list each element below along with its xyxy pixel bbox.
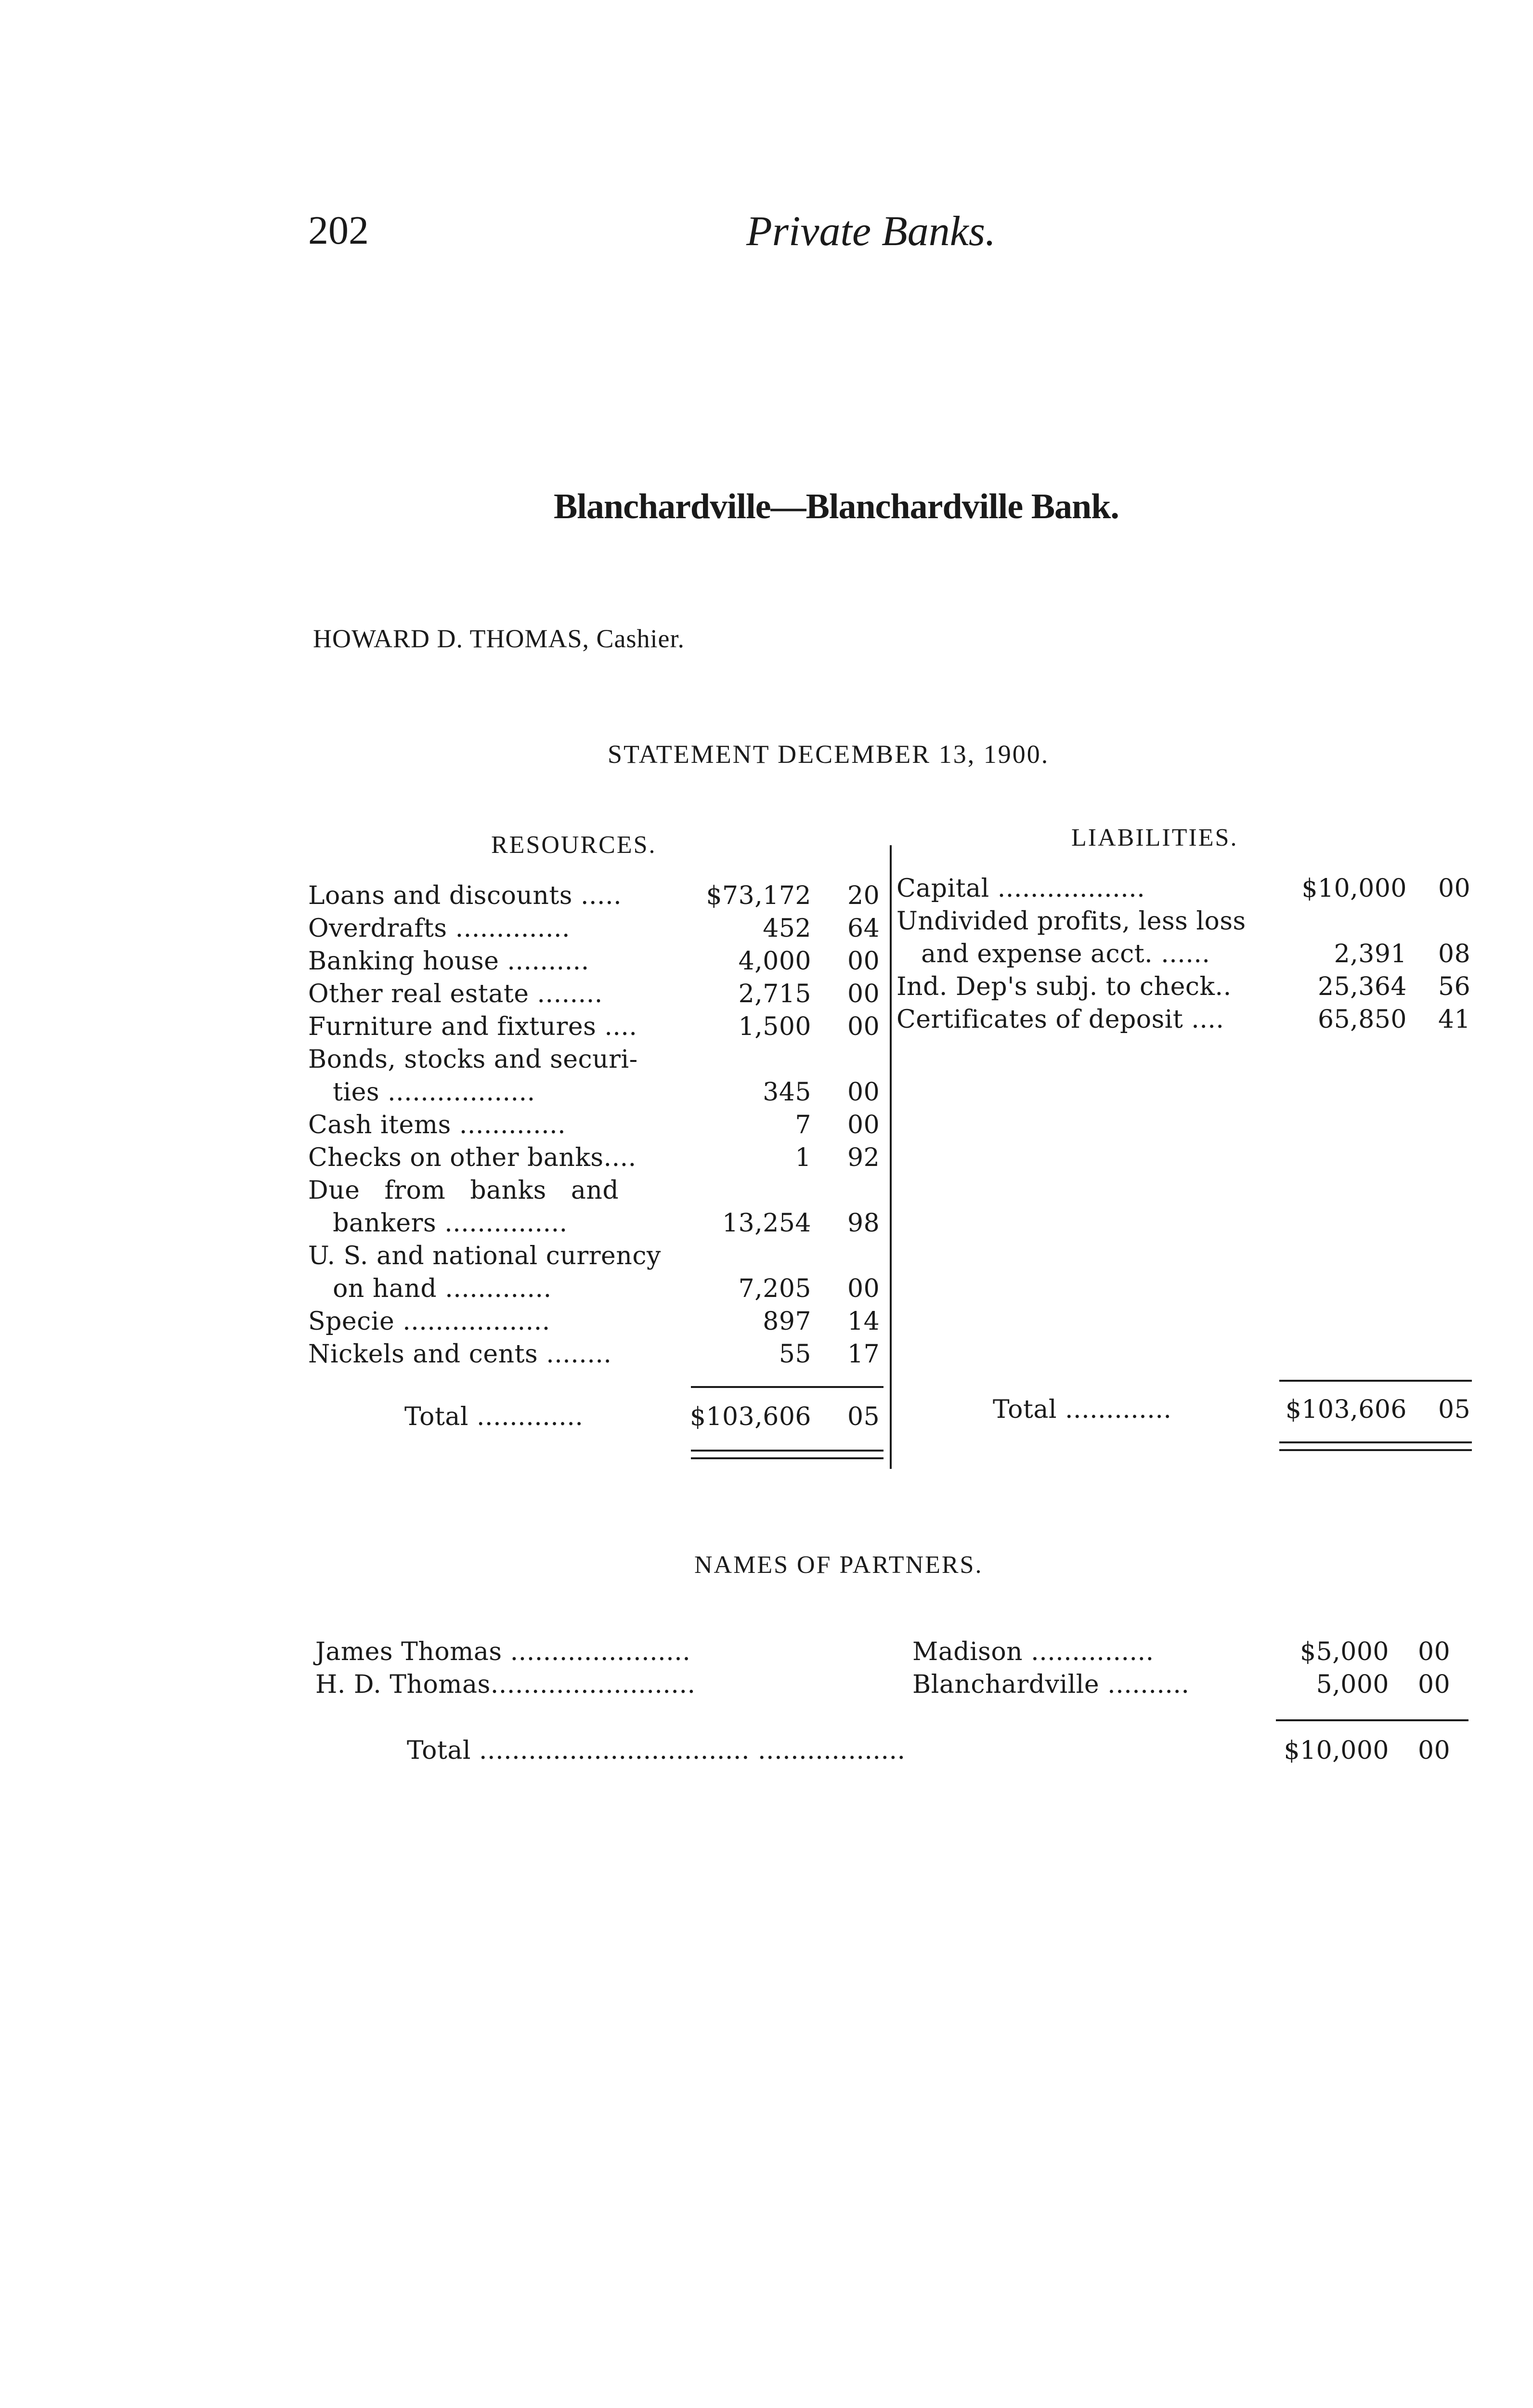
resources-double-rule-top bbox=[691, 1450, 883, 1452]
liability-dollars: $10,000 bbox=[1301, 874, 1407, 903]
liability-row bbox=[896, 874, 1474, 907]
liability-label: Certificates of deposit .... bbox=[896, 1005, 1224, 1034]
resource-label: ties .................. bbox=[308, 1078, 535, 1107]
resource-row bbox=[308, 1176, 891, 1209]
resource-row bbox=[308, 1274, 891, 1307]
resource-dollars: 7,205 bbox=[738, 1274, 811, 1303]
resource-dollars: 1,500 bbox=[738, 1012, 811, 1041]
resource-cents: 00 bbox=[847, 1078, 880, 1107]
resources-total-row bbox=[308, 1402, 891, 1435]
officer-line: HOWARD D. THOMAS, Cashier. bbox=[313, 624, 685, 653]
liability-dollars: 25,364 bbox=[1318, 972, 1407, 1001]
bank-title: Blanchardville—Blanchardville Bank. bbox=[554, 487, 1119, 526]
liabilities-total-rule bbox=[1279, 1380, 1472, 1382]
liability-cents: 00 bbox=[1438, 874, 1471, 903]
partner-dollars: 5,000 bbox=[1316, 1670, 1389, 1699]
resource-cents: 20 bbox=[847, 881, 880, 910]
liability-label: Ind. Dep's subj. to check.. bbox=[896, 972, 1232, 1001]
partners-total-row bbox=[315, 1736, 1481, 1769]
resource-dollars: 2,715 bbox=[738, 980, 811, 1008]
resource-dollars: 452 bbox=[763, 914, 811, 943]
resource-dollars: 4,000 bbox=[738, 947, 811, 976]
resource-cents: 00 bbox=[847, 1012, 880, 1041]
liability-label: Undivided profits, less loss bbox=[896, 907, 1246, 936]
resource-label: Bonds, stocks and securi- bbox=[308, 1045, 638, 1074]
resources-total-rule bbox=[691, 1386, 883, 1388]
partners-total-label: Total ................................. .................. bbox=[407, 1736, 906, 1765]
page-number: 202 bbox=[308, 208, 369, 253]
resource-dollars: 55 bbox=[779, 1340, 811, 1369]
liabilities-double-rule-bottom bbox=[1279, 1449, 1472, 1451]
partner-name: James Thomas ...................... bbox=[315, 1637, 691, 1666]
partner-residence: Blanchardville .......... bbox=[912, 1670, 1190, 1699]
resource-dollars: 897 bbox=[763, 1307, 811, 1336]
resource-cents: 14 bbox=[847, 1307, 880, 1336]
resource-row bbox=[308, 881, 891, 914]
partner-row bbox=[315, 1637, 1481, 1670]
resource-cents: 17 bbox=[847, 1340, 880, 1369]
resource-dollars: 13,254 bbox=[722, 1209, 811, 1238]
resource-row bbox=[308, 914, 891, 947]
resource-cents: 64 bbox=[847, 914, 880, 943]
resource-label: Loans and discounts ..... bbox=[308, 881, 622, 910]
liabilities-heading: LIABILITIES. bbox=[1071, 824, 1238, 851]
resources-total-dollars: $103,606 bbox=[689, 1402, 811, 1431]
resource-label: Overdrafts .............. bbox=[308, 914, 571, 943]
resource-label: Cash items ............. bbox=[308, 1111, 566, 1139]
resource-row bbox=[308, 947, 891, 980]
resource-row bbox=[308, 1209, 891, 1242]
liabilities-double-rule-top bbox=[1279, 1441, 1472, 1443]
partners-total-rule bbox=[1276, 1719, 1468, 1721]
liability-label: and expense acct. ...... bbox=[896, 940, 1210, 968]
resource-cents: 92 bbox=[847, 1143, 880, 1172]
resource-row bbox=[308, 1111, 891, 1143]
resource-row bbox=[308, 980, 891, 1012]
resource-label: bankers ............... bbox=[308, 1209, 568, 1238]
resource-row bbox=[308, 1045, 891, 1078]
resources-total-cents: 05 bbox=[847, 1402, 880, 1431]
partner-row bbox=[315, 1670, 1481, 1703]
resource-row bbox=[308, 1307, 891, 1340]
partner-cents: 00 bbox=[1418, 1670, 1451, 1699]
partners-total-dollars: $10,000 bbox=[1284, 1736, 1389, 1765]
resource-dollars: 345 bbox=[763, 1078, 811, 1107]
liability-row bbox=[896, 907, 1474, 940]
liability-row bbox=[896, 940, 1474, 972]
resources-double-rule-bottom bbox=[691, 1457, 883, 1459]
resource-cents: 00 bbox=[847, 1274, 880, 1303]
partner-dollars: $5,000 bbox=[1300, 1637, 1389, 1666]
resource-row bbox=[308, 1012, 891, 1045]
liability-dollars: 2,391 bbox=[1334, 940, 1407, 968]
liabilities-total-row bbox=[896, 1395, 1474, 1428]
resource-label: Specie .................. bbox=[308, 1307, 550, 1336]
resource-row bbox=[308, 1242, 891, 1274]
resource-dollars: $73,172 bbox=[706, 881, 811, 910]
resource-dollars: 7 bbox=[795, 1111, 811, 1139]
partners-total-cents: 00 bbox=[1418, 1736, 1451, 1765]
resources-total-label: Total ............. bbox=[404, 1402, 584, 1431]
resource-row bbox=[308, 1340, 891, 1373]
resources-heading: RESOURCES. bbox=[491, 831, 657, 859]
liability-label: Capital .................. bbox=[896, 874, 1145, 903]
liability-row bbox=[896, 1005, 1474, 1038]
liabilities-total-cents: 05 bbox=[1438, 1395, 1471, 1424]
resource-row bbox=[308, 1143, 891, 1176]
resource-label: U. S. and national currency bbox=[308, 1242, 661, 1270]
resource-dollars: 1 bbox=[795, 1143, 811, 1172]
partners-heading: NAMES OF PARTNERS. bbox=[694, 1551, 983, 1579]
liabilities-total-label: Total ............. bbox=[993, 1395, 1172, 1424]
resource-label: Due from banks and bbox=[308, 1176, 619, 1205]
statement-date: STATEMENT DECEMBER 13, 1900. bbox=[608, 740, 1050, 769]
resource-label: Banking house .......... bbox=[308, 947, 589, 976]
resource-cents: 00 bbox=[847, 980, 880, 1008]
resource-label: Checks on other banks.... bbox=[308, 1143, 637, 1172]
resource-label: Nickels and cents ........ bbox=[308, 1340, 612, 1369]
liability-row bbox=[896, 972, 1474, 1005]
resource-cents: 00 bbox=[847, 947, 880, 976]
partner-cents: 00 bbox=[1418, 1637, 1451, 1666]
resource-row bbox=[308, 1078, 891, 1111]
resource-label: on hand ............. bbox=[308, 1274, 552, 1303]
resource-label: Other real estate ........ bbox=[308, 980, 603, 1008]
resource-label: Furniture and fixtures .... bbox=[308, 1012, 637, 1041]
resource-cents: 98 bbox=[847, 1209, 880, 1238]
partner-name: H. D. Thomas......................... bbox=[315, 1670, 696, 1699]
running-title: Private Banks. bbox=[746, 208, 996, 255]
liability-cents: 08 bbox=[1438, 940, 1471, 968]
liability-dollars: 65,850 bbox=[1318, 1005, 1407, 1034]
liability-cents: 41 bbox=[1438, 1005, 1471, 1034]
liabilities-total-dollars: $103,606 bbox=[1285, 1395, 1407, 1424]
liability-cents: 56 bbox=[1438, 972, 1471, 1001]
resource-cents: 00 bbox=[847, 1111, 880, 1139]
partner-residence: Madison ............... bbox=[912, 1637, 1154, 1666]
